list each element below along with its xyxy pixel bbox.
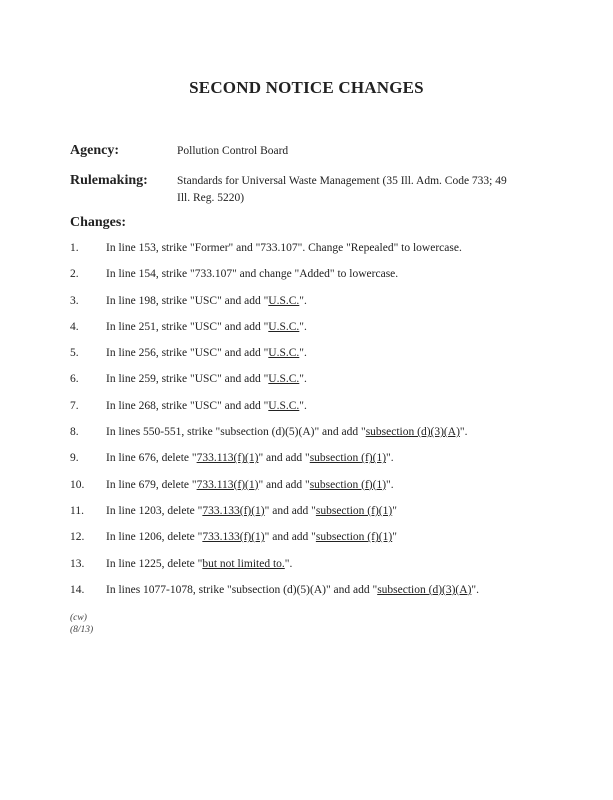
rulemaking-line-1: Standards for Universal Waste Management (35 Ill. Adm. Code 733; 49 xyxy=(177,175,507,187)
change-number: 14. xyxy=(70,583,85,596)
change-text: In line 251, strike "USC" and add "U.S.C.". xyxy=(106,320,307,333)
rulemaking-label: Rulemaking: xyxy=(70,173,148,188)
change-text: In line 198, strike "USC" and add "U.S.C.". xyxy=(106,294,307,307)
agency-value: Pollution Control Board xyxy=(177,145,289,157)
author-initials xyxy=(70,612,93,636)
change-item xyxy=(70,426,570,452)
change-number: 7. xyxy=(70,399,79,412)
change-number: 10. xyxy=(70,478,85,491)
change-number: 4. xyxy=(70,320,79,333)
change-text: In line 1206, delete "733.133(f)(1)" and add "subsection (f)(1)" xyxy=(106,531,397,544)
change-item xyxy=(70,531,570,557)
change-text: In lines 1077-1078, strike "subsection (d)(5)(A)" and add "subsection (d)(3)(A)". xyxy=(106,583,479,596)
initials-line-1: (cw) xyxy=(70,613,87,623)
change-item xyxy=(70,321,570,347)
page-title: SECOND NOTICE CHANGES xyxy=(189,78,424,97)
rulemaking-line-2: Ill. Reg. 5220) xyxy=(177,192,245,204)
change-item xyxy=(70,558,570,584)
rulemaking-value xyxy=(177,173,522,207)
agency-label: Agency: xyxy=(70,143,119,158)
change-number: 9. xyxy=(70,452,79,465)
change-text: In line 153, strike "Former" and "733.107". Change "Repealed" to lowercase. xyxy=(106,242,462,254)
change-item xyxy=(70,505,570,531)
change-number: 2. xyxy=(70,268,79,281)
change-number: 1. xyxy=(70,242,79,254)
change-number: 5. xyxy=(70,347,79,360)
change-item xyxy=(70,584,570,610)
changes-heading: Changes: xyxy=(70,215,127,230)
change-number: 3. xyxy=(70,294,79,307)
change-text: In line 679, delete "733.113(f)(1)" and add "subsection (f)(1)". xyxy=(106,478,394,491)
change-number: 12. xyxy=(70,531,85,544)
change-number: 8. xyxy=(70,426,79,439)
change-text: In line 154, strike "733.107" and change "Added" to lowercase. xyxy=(106,268,399,281)
change-text: In line 1203, delete "733.133(f)(1)" and add "subsection (f)(1)" xyxy=(106,504,397,517)
change-item xyxy=(70,347,570,373)
initials-line-2: (8/13) xyxy=(70,625,94,635)
change-item xyxy=(70,242,570,268)
change-item xyxy=(70,373,570,399)
change-text: In line 259, strike "USC" and add "U.S.C.". xyxy=(106,373,307,386)
change-number: 11. xyxy=(70,504,84,517)
change-text: In line 256, strike "USC" and add "U.S.C.". xyxy=(106,347,307,360)
change-number: 13. xyxy=(70,557,85,570)
change-item xyxy=(70,400,570,426)
changes-list xyxy=(70,242,570,610)
change-text: In line 1225, delete "but not limited to.". xyxy=(106,557,293,570)
change-item xyxy=(70,479,570,505)
change-number: 6. xyxy=(70,373,79,386)
change-text: In line 268, strike "USC" and add "U.S.C.". xyxy=(106,399,307,412)
change-text: In line 676, delete "733.113(f)(1)" and add "subsection (f)(1)". xyxy=(106,452,394,465)
change-text: In lines 550-551, strike "subsection (d)(5)(A)" and add "subsection (d)(3)(A)". xyxy=(106,426,468,439)
change-item xyxy=(70,268,570,294)
change-item xyxy=(70,452,570,478)
change-item xyxy=(70,295,570,321)
